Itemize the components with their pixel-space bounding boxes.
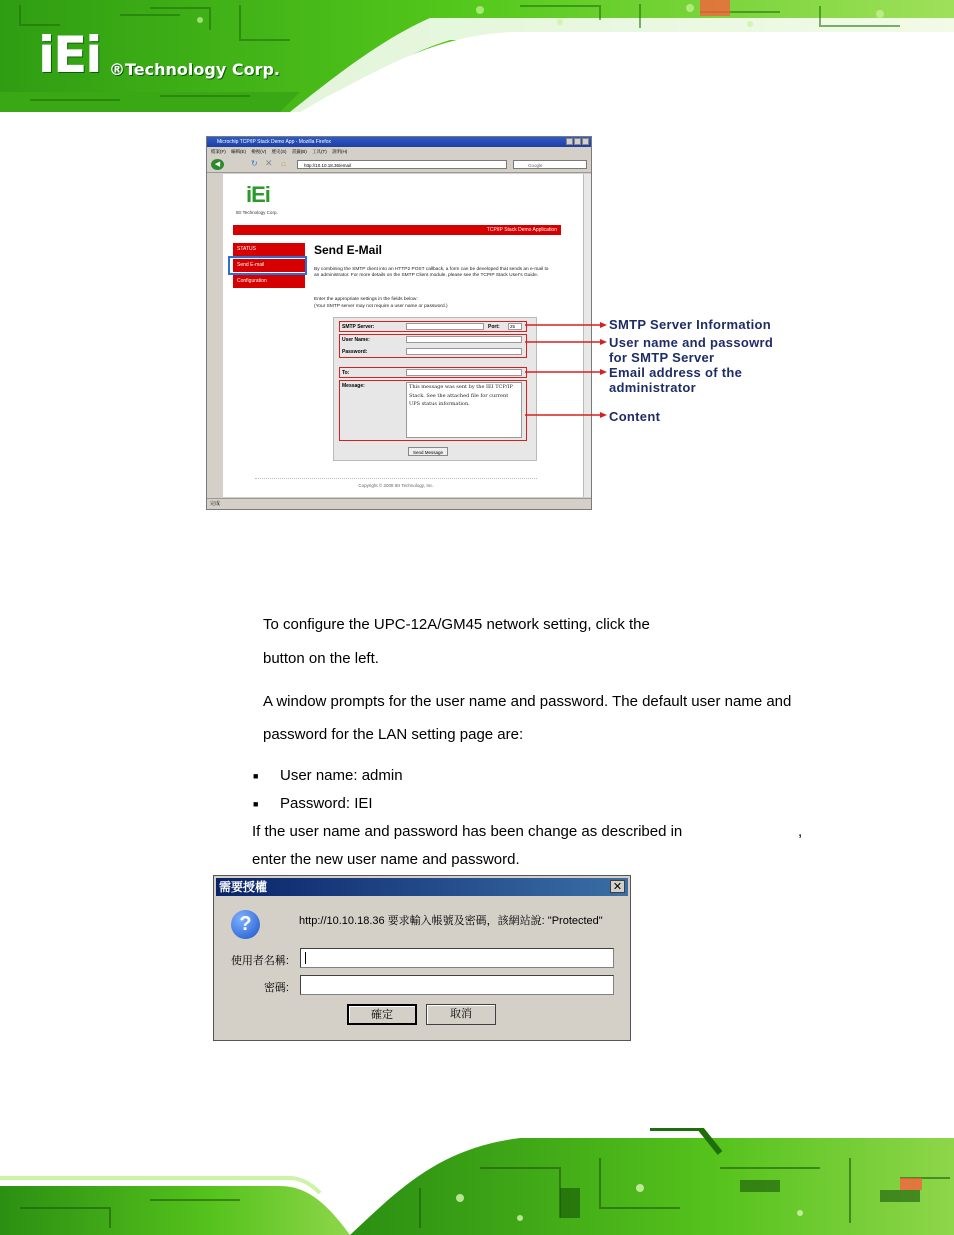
bullet-icon: ■ bbox=[253, 771, 259, 781]
back-arrow-icon[interactable]: ◀ bbox=[211, 159, 224, 170]
body-line-6: enter the new user name and password. bbox=[252, 851, 520, 868]
page-copyright: Copyright © 2008 IEI Technology, Inc. bbox=[358, 483, 434, 488]
bullet-password: Password: IEI bbox=[280, 795, 373, 812]
footer-banner bbox=[0, 1128, 954, 1235]
bullet-icon: ■ bbox=[253, 799, 259, 809]
page-scrollbar[interactable] bbox=[583, 174, 591, 497]
password-label: Password: bbox=[342, 349, 368, 355]
url-bar[interactable]: http://10.10.18.36/email bbox=[297, 160, 507, 169]
body-line-5: If the user name and password has been change as described in bbox=[252, 823, 683, 840]
search-box[interactable]: Google bbox=[513, 160, 587, 169]
browser-status-bar: 完成 bbox=[207, 498, 591, 509]
logo-tagline: ®Technology Corp. bbox=[109, 60, 280, 79]
password-label: 密碼: bbox=[263, 982, 289, 994]
reload-icon[interactable]: ↻ bbox=[251, 159, 258, 168]
page-instructions: Enter the appropriate settings in the fields below: bbox=[314, 297, 418, 302]
smtp-server-label: SMTP Server: bbox=[342, 324, 375, 330]
circuit-board-graphic bbox=[0, 0, 954, 112]
callout-smtp-info: SMTP Server Information bbox=[609, 317, 771, 332]
iei-logo: iEi bbox=[38, 26, 101, 84]
page-heading: Send E-Mail bbox=[314, 243, 383, 257]
user-name-label: User Name: bbox=[342, 337, 370, 343]
browser-menu-bar[interactable]: 檔案(F) 編輯(E) 檢視(V) 歷史(S) 書籤(B) 工具(T) 說明(H) bbox=[211, 149, 348, 154]
stop-icon[interactable]: ✕ bbox=[265, 158, 273, 168]
home-icon[interactable]: ⌂ bbox=[281, 159, 286, 168]
page-instructions-note: (Your SMTP server may not require a user name or password.) bbox=[314, 304, 448, 309]
email-form bbox=[333, 317, 537, 461]
minimize-icon[interactable] bbox=[566, 138, 573, 145]
nav-status[interactable]: STATUS bbox=[233, 243, 305, 256]
callout-content: Content bbox=[609, 409, 661, 424]
credentials-highlight-box bbox=[339, 334, 527, 358]
send-message-button[interactable]: Send Message bbox=[408, 447, 448, 456]
circuit-board-graphic bbox=[0, 1128, 954, 1235]
callout-email-admin-2: administrator bbox=[609, 380, 696, 395]
browser-navigation-bar bbox=[207, 156, 591, 173]
to-label: To: bbox=[342, 370, 350, 376]
browser-title-bar bbox=[207, 137, 591, 147]
nav-send-email[interactable]: Send E-mail bbox=[233, 259, 305, 272]
web-page bbox=[223, 174, 585, 497]
body-line-2: button on the left. bbox=[263, 650, 379, 667]
message-highlight-box bbox=[339, 380, 527, 441]
port-label: Port: bbox=[488, 324, 500, 330]
cancel-button[interactable]: 取消 bbox=[426, 1004, 496, 1025]
port-input[interactable]: 25 bbox=[508, 323, 522, 330]
dialog-message: http://10.10.18.36 要求輸入帳號及密碼，該網站說: "Protected" bbox=[299, 915, 603, 927]
browser-screenshot bbox=[206, 136, 592, 510]
callout-email-admin: Email address of the bbox=[609, 365, 743, 380]
dialog-title: 需要授權 bbox=[219, 880, 268, 894]
page-intro: By combining the SMTP client into an HTTP2 POST callback, a form can be developed that sends an e-mail to an administrator. For more details on the SMTP Client module, please see the TCPIP Stack User's Guide. bbox=[314, 267, 549, 278]
callout-user-pass-2: for SMTP Server bbox=[609, 350, 715, 365]
username-label: 使用者名稱: bbox=[230, 955, 289, 967]
window-controls bbox=[566, 138, 589, 145]
page-divider bbox=[255, 478, 537, 479]
password-input[interactable] bbox=[300, 975, 614, 995]
question-icon: ? bbox=[231, 910, 260, 939]
header-banner bbox=[0, 0, 954, 112]
page-logo-subtitle: IEI Technology Corp. bbox=[236, 210, 278, 215]
callout-user-pass: User name and passowrd bbox=[609, 335, 774, 350]
close-icon[interactable]: ✕ bbox=[610, 880, 625, 893]
body-line-1: To configure the UPC-12A/GM45 network setting, click the bbox=[263, 616, 650, 633]
text-cursor bbox=[305, 952, 306, 964]
smtp-highlight-box bbox=[339, 321, 527, 332]
ok-button[interactable]: 確定 bbox=[347, 1004, 417, 1025]
auth-dialog bbox=[213, 875, 631, 1041]
nav-highlight-box bbox=[228, 256, 307, 275]
maximize-icon[interactable] bbox=[574, 138, 581, 145]
bullet-username: User name: admin bbox=[280, 767, 403, 784]
nav-configuration[interactable]: Configuration bbox=[233, 275, 305, 288]
body-line-3: A window prompts for the user name and password. The default user name and bbox=[263, 693, 792, 710]
browser-window-title: Microchip TCP/IP Stack Demo App - Mozilla Firefox bbox=[217, 139, 332, 145]
message-label: Message: bbox=[342, 383, 365, 389]
page-logo: iEi bbox=[246, 182, 270, 207]
username-input[interactable] bbox=[300, 948, 614, 968]
message-textarea[interactable]: This message was sent by the IEI TCP/IP Stack. See the attached file for current UPS status information. bbox=[406, 382, 522, 438]
body-line-4: password for the LAN setting page are: bbox=[263, 726, 524, 743]
close-icon[interactable] bbox=[582, 138, 589, 145]
page-banner: TCP/IP Stack Demo Application bbox=[233, 225, 561, 235]
body-line-5-comma: , bbox=[798, 823, 803, 840]
dialog-title-bar bbox=[216, 878, 628, 896]
to-highlight-box bbox=[339, 367, 527, 378]
